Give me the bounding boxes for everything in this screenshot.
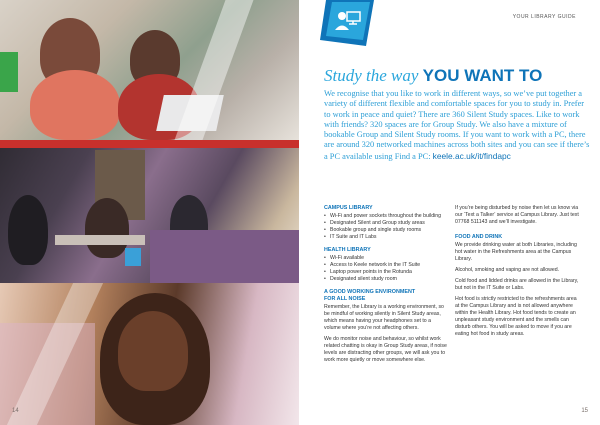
photo-library-study-area [0, 140, 299, 283]
list-item: • Laptop power points in the Rotunda [324, 269, 448, 276]
student-face [118, 311, 188, 391]
noise-heading-line2: FOR ALL NOISE [324, 296, 366, 302]
noise-paragraph: We do monitor noise and behaviour, so whilst work related chatting is okay in Group Study areas, if noise levels are distracting other groups, we will ask you to work more quietly or move somewhere else. [324, 336, 447, 363]
people-at-computer-icon [320, 0, 374, 46]
campus-library-list [324, 213, 448, 241]
food-paragraph: Hot food is strictly restricted to the refreshments area at the Campus Library and is not allowed anywhere within the Health Library. Hot food tends to create an unpleasant study environment and the smells can disturb others. You will be asked to move if you are eating hot food in study areas. [455, 296, 577, 337]
left-page-number: 14 [12, 408, 19, 414]
right-page-number: 15 [581, 408, 588, 414]
right-page [300, 0, 600, 425]
info-column-left [324, 205, 448, 368]
health-library-heading: HEALTH LIBRARY [324, 247, 371, 253]
table-shape [55, 235, 145, 245]
photo-student-portrait [0, 283, 299, 425]
title-bold-part: YOU WANT TO [422, 66, 543, 85]
page-title [324, 66, 542, 86]
list-item: • IT Suite and IT Labs [324, 234, 448, 241]
blue-box-shape [125, 248, 141, 266]
chair-shape [0, 52, 18, 92]
food-paragraph: Cold food and lidded drinks are allowed in the Library, but not in the IT Suite or Labs. [455, 278, 579, 291]
student-figure [85, 198, 129, 258]
guide-header-label: YOUR LIBRARY GUIDE [512, 14, 576, 20]
info-column-right [455, 205, 579, 342]
food-paragraph: Alcohol, smoking and vaping are not allowed. [455, 267, 560, 273]
photo-students-with-laptops [0, 0, 299, 140]
campus-library-heading: CAMPUS LIBRARY [324, 205, 373, 211]
list-item: • Designated Silent and Group study areas [324, 220, 448, 227]
student-figure [30, 70, 120, 140]
intro-text: We recognise that you like to work in different ways, so we’ve put together a variety of different flexible and comfortable spaces for you to study in. Prefer to work in peace and quiet? There are 360 Silent Study spaces. Like to work with friends? 320 spaces are for Group Study. We also have a mixture of bookable Group and Silent Study rooms. If you want to work with a PC, there are around 320 networked machines across both sites and you can see if there’s a PC available using Find a PC: [324, 89, 590, 161]
title-italic-part: Study the way [324, 66, 423, 85]
list-item: • Wi-Fi available [324, 255, 448, 262]
list-item: • Bookable group and single study rooms [324, 227, 448, 234]
list-item: • Access to Keele network in the IT Suite [324, 262, 448, 269]
intro-paragraph [324, 89, 590, 162]
noise-heading [324, 289, 448, 303]
list-item: • Designated silent study room [324, 276, 448, 283]
food-and-drink-heading: FOOD AND DRINK [455, 234, 503, 240]
food-paragraph: We provide drinking water at both Libraries, including hot water in the Refreshments area at the Campus Library. [455, 242, 577, 262]
health-library-list [324, 255, 448, 283]
purple-seating-shape [150, 230, 299, 283]
left-page-photo-collage [0, 0, 299, 425]
student-figure [8, 195, 48, 265]
find-a-pc-link[interactable]: keele.ac.uk/it/findapc [432, 150, 511, 161]
noise-heading-line1: A GOOD WORKING ENVIRONMENT [324, 289, 416, 295]
text-a-talker-paragraph: If you’re being disturbed by noise then let us know via our ‘Text a Talker’ service at Campus Library. Just text 07768 511143 and we’ll investigate. [455, 205, 579, 225]
red-wall-band [0, 140, 299, 148]
noise-paragraph: Remember, the Library is a working environment, so be mindful of working silently in Silent Study areas, which means having your headphones set to a volume where you’re not affecting others. [324, 304, 444, 331]
list-item: • Wi-Fi and power sockets throughout the building [324, 213, 448, 220]
